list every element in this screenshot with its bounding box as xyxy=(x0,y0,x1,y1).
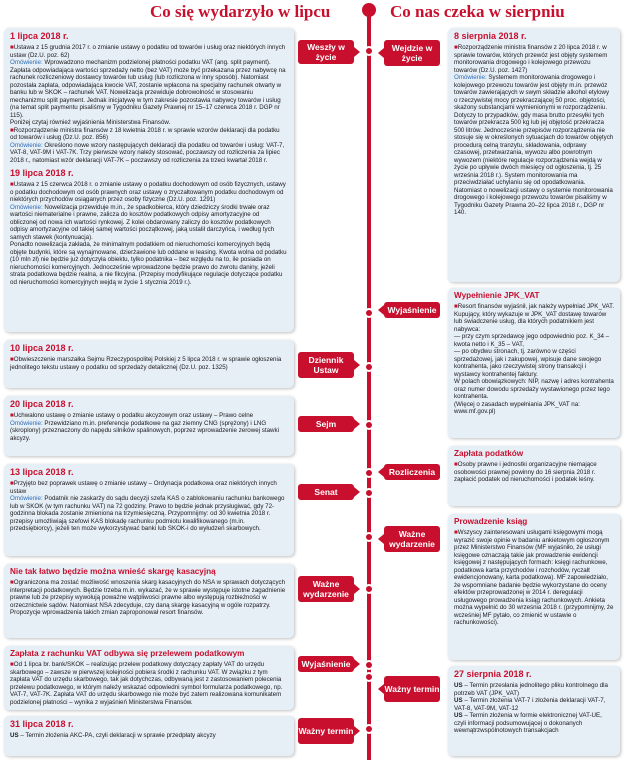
card-date: 1 lipca 2018 r. xyxy=(10,31,69,41)
card-title: Nie tak łatwo będzie można wnieść skargę kasacyjną xyxy=(10,567,216,576)
card-text-body: Nowelizacja przewiduje m.in., że spadkobierca, który dziedziczy środki trwałe oraz wartości niematerialne i prawne, zalicza do kosztów podatkowych odpisy amortyzacyjne od obliczonej od nowa ich wartości rynkowej. Z kolei obdarowany zaliczy do kosztów podatkowych odpisy amortyzacyjne od takiej samej wartości początkowej, jaką ustalił darczyńca, i według tych samych stawek (kontynuacja). xyxy=(10,203,275,241)
card-date: 31 lipca 2018 r. xyxy=(10,719,74,729)
timeline-node xyxy=(364,308,374,318)
card-text xyxy=(10,495,288,533)
card-text-body: Systemem monitorowania drogowego i kolejowego przewozu towarów jest objęty m.in. przewóz towarów zawierających w swym składzie alkohol etylowy o rzeczywistej mocy przekraczającej 50 proc. objętości, skażony substancjami wymienionymi w rozporządzeniu. Dotyczy to przypadków, gdy masa brutto przesyłki tych towarów przekracza 500 kg lub jej objętość przekracza 500 litrów. Jednocześnie przepisów rozporządzenia nie stosuje się w określonych sytuacjach do towarów objętych procedurą celną tranzytu, składowania, odprawy czasowej, przetwarzania, wywozu albo powrotnym wywozem (niektóre regulacje rozporządzenia wejdą w życie po upływie dwóch miesięcy od ogłoszenia, tj. 25 września 2018 r.). System monitorowania ma przeciwdziałać uchylaniu się od opodatkowania. xyxy=(454,74,614,186)
card-date: 8 sierpnia 2018 r. xyxy=(454,31,527,41)
card-text: ■ Osoby prawne i jednostki organizacyjne niemające osobowości prawnej powinny do 16 sierpnia 2018 r. zapłacić podatek od nieruchomości i podatek leśny. xyxy=(454,461,614,484)
card-left-july-10 xyxy=(4,340,294,388)
card-text-body: Podatnik nie zaskarży do sądu decyzji szefa KAS o zablokowaniu rachunku bankowego lub w SKOK (w tym rachunku VAT) na 72 godziny. Prawo to będzie jednak przysługiwać, gdy 72-godzinna blokada zostanie zmieniona na trzymiesięczną. Przypomnijmy: od 30 kwietnia 2018 r. przepisy umożliwiają szefowi KAS blokadę rachunku podmiotu kwalifikowanego (m.in. przedsiębiorcy), jeżeli ten może wykorzystywać banki lub SKOK-i do wyłudzeń skarbowych. xyxy=(10,495,285,532)
card-text-body: Przewidziano m.in. preferencje podatkowe na gaz ziemny CNG (sprężony) i LNG (skroplony) przeznaczony do napędu silników spalinowych, poprzez wprowadzenie zerowej stawki akcyzy. xyxy=(10,419,279,442)
card-text: ■ Obwieszczenie marszałka Sejmu Rzeczypospolitej Polskiej z 5 lipca 2018 r. w sprawie ogłoszenia jednolitego tekstu ustawy o podatku od sprzedaży detalicznej (Dz.U. poz. 1325) xyxy=(10,356,288,371)
card-text: Ponadto nowelizacja zakłada, że minimalnym podatkiem od nieruchomości komercyjnych będą objęte budynki, które są wynajmowane, dzierżawione lub oddane w leasing. Kwota wolna od podatku (10 mln zł) nie będzie już dotyczyła obiektu, tylko podatnika – bez względu na to, ile posiada on nieruchomości komercyjnych. Jednocześnie wprowadzone będzie prawo do zwrotu daniny, jeżeli strata podatkowa będzie realna, a nie fikcyjna. (Przepisy modyfikujące regulacje dotyczące podatku od nieruchomości komercyjnych wejdą w życie 1 stycznia 2019 r.). xyxy=(10,241,287,286)
tag-wazny-termin-right: Ważny termin xyxy=(384,676,440,702)
card-left-july-13 xyxy=(4,464,294,556)
tag-wazny-termin: Ważny termin xyxy=(298,718,354,744)
omowienie-label: Omówienie: xyxy=(10,59,43,66)
tag-wejdzie-w-zycie: Wejdzie w życie xyxy=(384,40,440,66)
omowienie-label: Omówienie: xyxy=(10,495,43,502)
timeline-node xyxy=(364,420,374,430)
card-text: (Więcej o zasadach wypełniania JPK_VAT na: www.mf.gov.pl) xyxy=(454,400,580,415)
card-text: — po obydwu stronach, tj. zarówno w części sprzedażowej, jak i zakupowej, wpisuje dane swojego kontrahenta, jako rzeczywistej strony transakcji i wystawcy kontrahentej faktury. xyxy=(454,348,602,378)
timeline-node xyxy=(364,724,374,734)
card-text: ■ Ustawa z 15 czerwca 2018 r. o zmianie ustawy o podatku dochodowym od osób fizycznych, ustawy o podatku dochodowym od osób prawnych oraz ustawy o zryczałtowanym podatku dochodowym od niektórych przychodów osiąganych przez osoby fizyczne (Dz.U. poz. 1291) xyxy=(10,181,288,204)
card-text-body: – Termin przesłania jednolitego pliku kontrolnego dla potrzeb VAT (JPK_VAT) xyxy=(454,682,608,697)
card-title: Zapłata z rachunku VAT odbywa się przelewem podatkowym xyxy=(10,649,245,658)
tag-wyjasnienie-right: Wyjaśnienie xyxy=(384,302,440,318)
card-text xyxy=(454,74,614,187)
card-text-body: – Termin złożenia w formie elektronicznej VAT-UE, czyli informacji podsumowującej o dokonanych wewnątrzwspólnotowych transakcjach xyxy=(454,712,602,734)
card-title: Prowadzenie ksiąg xyxy=(454,517,528,526)
card-text-body: Wprowadzono mechanizm podzielonej płatności podatku VAT (ang. split payment). Zapłata odpowiadająca wartości sprzedaży netto (bez VAT) może być przekazana przez nabywcę na rachunek rozliczeniowy dostawcy towarów lub usług (lub rozliczona w inny sposób). Natomiast pozostała zapłata, odpowiadająca kwocie VAT, zostanie wpłacona na specjalny rachunek otwarty w banku lub w SKOK – rachunek VAT. Nowelizacja przewiduje dobrowolność w stosowaniu mechanizmu split payment. Jednak inicjatywę w tym zakresie pozostawia nabywcy towarów i usług (na temat split paymentu pisaliśmy w Tygodniku Gazety Prawnej nr 15–17 czerwca 2018 r. DGP nr 115). xyxy=(10,59,286,119)
us-label: US xyxy=(454,712,463,719)
tag-sejm: Sejm xyxy=(298,416,354,432)
tag-wyjasnienie: Wyjaśnienie xyxy=(298,656,354,672)
timeline-node xyxy=(364,672,374,682)
omowienie-label: Omówienie: xyxy=(10,141,43,149)
timeline-node xyxy=(364,488,374,498)
card-text-body: Określono nowe wzory następujących deklaracji dla podatku od towarów i usług: VAT-7, VAT-8, VAT-9M i VAT-7K. Trzy pierwsze wzory należy stosować, poczawszy od rozliczenia za lipiec 2018 r., natomiast wzór deklaracji VAT-7K – poczawszy od rozliczenia za trzeci kwartał 2018 r. xyxy=(10,141,285,164)
card-text xyxy=(10,142,288,165)
us-label: US xyxy=(10,732,19,739)
header-left-title: Co się wydarzyło w lipcu xyxy=(150,2,331,21)
card-right-prowadzenie-ksiag xyxy=(448,514,620,660)
card-text: W polach obowiązkowych: NIP, nazwę i adres kontrahenta oraz numer dowodu sprzedaży wystawionego przez tego kontrahenta. xyxy=(454,378,614,400)
card-text xyxy=(10,732,288,740)
tag-senat: Senat xyxy=(298,484,354,500)
card-text: ■ Od 1 lipca br. bank/SKOK – realizując przelew podatkowy dotyczący zapłaty VAT do urzędu skarbowego – zawsze w pierwszej kolejności pobiera środki z rachunku VAT. W związku z tym zapłata VAT do urzędu skarbowego, tak jak dotychczas, odbywaną jest z zastosowaniem polecenia przelewu podatkowego, w którym należy wskazać odpowiedni symbol formularza podatkowego, np. VAT-7, VAT-7K. Zapłata VAT do urzędu skarbowego nie może być zatem realizowana komunikatem podzielonej płatności – wynika z wyjaśnień Ministerstwa Finansów. xyxy=(10,661,288,706)
card-right-jpk-vat xyxy=(448,288,620,438)
card-left-july-20 xyxy=(4,396,294,456)
card-text: ■ Resort finansów wyjaśnił, jak należy wypełniać JPK_VAT. Kupujący, który wykazuje w JPK_VAT dostawę towarów lub świadczenie usług, dla których podatnikiem jest nabywca: xyxy=(454,303,614,333)
timeline-node xyxy=(364,46,374,56)
card-title: Wypełnienie JPK_VAT xyxy=(454,291,540,300)
card-text: Natomiast o nowelizacji ustawy o systemie monitorowania drogowego i kolejowego przewozu towarów pisaliśmy w Tygodniku Gazety Prawna 20–22 lipca 2018 r., DGP nr 140. xyxy=(454,186,613,216)
header-right-title: Co nas czeka w sierpniu xyxy=(390,2,565,21)
card-left-july-1-19 xyxy=(4,28,294,332)
card-title: Zapłata podatków xyxy=(454,449,524,458)
card-text: Poniżej czytaj również wyjaśnienia Ministerstwa Finansów. xyxy=(10,119,171,126)
card-right-zaplata-podatkow xyxy=(448,446,620,506)
card-date: 20 lipca 2018 r. xyxy=(10,399,74,409)
card-text-body: – Termin złożenia AKC-PA, czyli deklaracji w sprawie przedpłaty akcyzy xyxy=(18,732,216,739)
timeline-node xyxy=(364,468,374,478)
timeline-line xyxy=(367,12,371,760)
card-date: 10 lipca 2018 r. xyxy=(10,343,74,353)
card-date: 13 lipca 2018 r. xyxy=(10,467,74,477)
card-text xyxy=(10,420,288,443)
card-text xyxy=(10,59,288,119)
omowienie-label: Omówienie: xyxy=(10,203,43,211)
card-left-july-31 xyxy=(4,716,294,756)
card-date: 19 lipca 2018 r. xyxy=(10,168,74,178)
omowienie-label: Omówienie: xyxy=(10,419,43,427)
card-text: ■ Ustawa z 15 grudnia 2017 r. o zmianie ustawy o podatku od towarów i usług oraz niektórych innych ustaw (Dz.U. poz. 62) xyxy=(10,44,288,59)
card-left-skarga-kasacyjna xyxy=(4,564,294,638)
card-text xyxy=(454,712,614,735)
tag-dziennik-ustaw: Dziennik Ustaw xyxy=(298,352,354,378)
card-text: ■ Ograniczona ma zostać możliwość wnoszenia skarg kasacyjnych do NSA w sprawach dotyczących interpretacji podatkowych. Będzie trzeba m.in. wykazać, że w sprawie występuje istotne zagadnienie prawne lub że przepisy wywołują poważne wątpliwości prawne albo występują rozbieżności w orzecznictwie sądów. Natomiast NSA zdecyduje, czy daną skargę kasacyjną w ogóle rozpatrzy. Propozycje wprowadzenia takich zmian zaproponował resort finansów. xyxy=(10,579,288,617)
card-text xyxy=(454,682,614,697)
omowienie-label: Omówienie: xyxy=(454,74,487,81)
timeline-node xyxy=(364,660,374,670)
tag-rozliczenia: Rozliczenia xyxy=(384,464,440,480)
card-right-aug-8 xyxy=(448,28,620,282)
timeline-node xyxy=(364,532,374,542)
card-left-zaplata-vat xyxy=(4,646,294,710)
card-date: 27 sierpnia 2018 r. xyxy=(454,669,532,679)
card-text xyxy=(454,697,614,712)
card-right-aug-27 xyxy=(448,666,620,756)
header xyxy=(0,0,624,26)
card-text: — przy czym sprzedawcę jego odpowiednio poz. K_34 – kwota netto i K_35 – VAT, xyxy=(454,333,610,348)
card-text xyxy=(10,204,288,242)
card-text-body: – Termin złożenia VAT-7 i złożenia deklaracji VAT-7, VAT-8, VAT-9M, VAT-12 xyxy=(454,697,606,712)
card-text: ■ Wszyscy zainteresowani usługami księgowymi mogą wyrazić swoje opinie w badaniu ankietowym ogłoszonym przez Ministerstwo Finansów (MF wyjaśniło, że usługi księgowe oznaczają takie jak prowadzenie ewidencji księgowej z następujących formach: księgi rachunkowe, podatkowa karta przychodów i rozchodów, ryczałt ewidencjonowany, karta podatkowa). MF zapowiedziało, że wspomniane badanie będzie wykorzystane do oceny efektów przeprowadzonej w 2014 r. deregulacji usługowego prowadzenia ksiąg rachunkowych. Ankieta można wypełnić do 30 września 2018 r. (przypomnijmy, że wcześniej MF pytało, co zmienić w ustawie o rachunkowości). xyxy=(454,529,614,627)
tag-wazne-wydarzenie-right: Ważne wydarzenie xyxy=(384,526,440,552)
tag-weszly-w-zycie: Weszły w życie xyxy=(298,40,354,64)
card-text: ■ Rozporządzenie ministra finansów z 18 kwietnia 2018 r. w sprawie wzorów deklaracji dla podatku od towarów i usług (Dz.U. poz. 856) xyxy=(10,127,288,142)
us-label: US xyxy=(454,682,463,689)
card-text: ■ Rozporządzenie ministra finansów z 20 lipca 2018 r. w sprawie towarów, których przewóz jest objęty systemem monitorowania drogowego i kolejowego przewozu towarów (Dz.U. poz. 1427) xyxy=(454,44,614,74)
tag-wazne-wydarzenie: Ważne wydarzenie xyxy=(298,576,354,602)
timeline-node xyxy=(364,584,374,594)
timeline-node xyxy=(364,362,374,372)
us-label: US xyxy=(454,697,463,704)
card-text: ■ Przyjęto bez poprawek ustawę o zmianie ustawy – Ordynacja podatkowa oraz niektórych innych ustaw xyxy=(10,480,288,495)
card-text: ■ Uchwalono ustawę o zmianie ustawy o podatku akcyzowym oraz ustawy – Prawo celne xyxy=(10,412,288,420)
